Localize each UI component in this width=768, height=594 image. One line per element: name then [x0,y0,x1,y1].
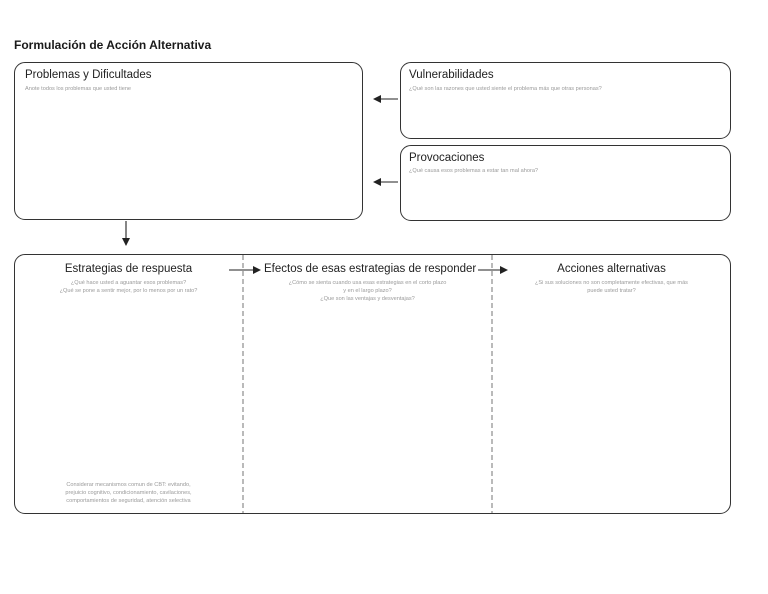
provocations-box[interactable] [400,145,731,221]
alternatives-heading: Acciones alternativas [557,263,666,275]
strategies-heading: Estrategias de respuesta [64,263,193,275]
alternatives-hint-1: ¿Si sus soluciones no son completamente efectivas, que más [535,280,688,286]
effects-hint-3: ¿Que son las ventajas y desventajas? [320,296,415,302]
vulnerabilities-box[interactable] [400,62,731,139]
strategies-footer-1: Considerar mecanismos comun de CBT: evitando, [66,482,191,488]
effects-hint-1: ¿Cómo se sienta cuando usa esas estrategias en el corto plazo [288,280,447,286]
vulnerabilities-hint: ¿Qué son las razones que usted siente el problema más que otras personas? [409,86,602,92]
problems-box[interactable] [14,62,363,220]
provocations-heading: Provocaciones [409,152,485,164]
alternatives-hint-2: puede usted tratar? [587,288,636,294]
strategies-hint-1: ¿Qué hace usted a aguantar esos problemas? [70,280,187,286]
problems-heading: Problemas y Dificultades [25,69,152,81]
page-title: Formulación de Acción Alternativa [14,38,212,52]
strategies-footer-2: prejuicio cognitivo, condicionamiento, cavilaciones, [65,490,192,496]
effects-heading: Efectos de esas estrategias de responder [264,263,477,275]
vulnerabilities-heading: Vulnerabilidades [409,69,494,81]
strategies-footer-3: comportamientos de seguridad, atención selectiva [66,498,191,504]
effects-hint-2: y en el largo plazo? [343,288,392,294]
provocations-hint: ¿Qué causa esos problemas a estar tan mal ahora? [409,168,539,174]
strategies-hint-2: ¿Qué se pone a sentir mejor, por lo menos por un rato? [59,288,198,294]
problems-hint: Anote todos los problemas que usted tiene [25,86,132,92]
